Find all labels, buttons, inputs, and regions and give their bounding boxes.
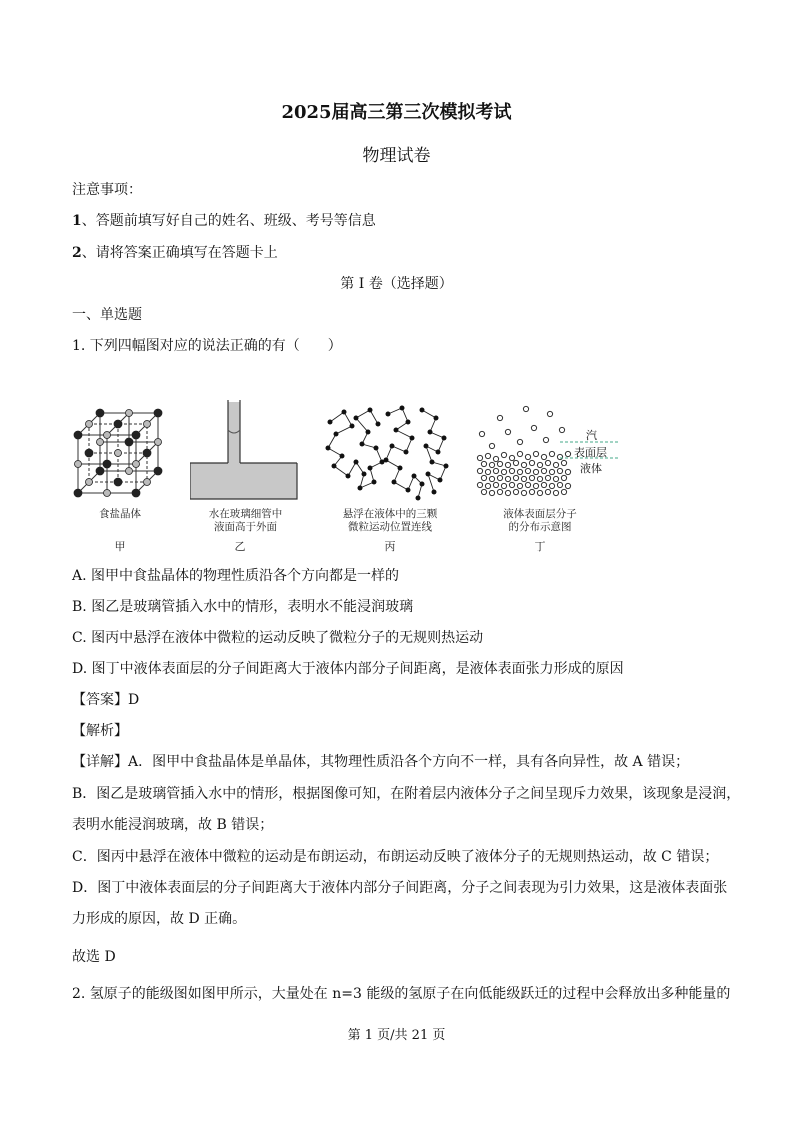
part-heading: 一、单选题 [72, 307, 142, 323]
figure-label-2: 乙 [234, 540, 246, 553]
q1-detail-line-4: C．图丙中悬浮在液体中微粒的运动是布朗运动，布朗运动反映了液体分子的无规则热运动，故 C 错误； [72, 849, 719, 865]
figure-caption-1 [70, 508, 170, 521]
notes-item-2-number: 2 [72, 245, 82, 261]
figure-caption-2-line-1: 水在玻璃细管中 [208, 508, 283, 520]
figure-caption-3-line-2: 微粒运动位置连线 [348, 521, 432, 533]
capillary-tube-figure [190, 400, 300, 502]
q1-answer: 【答案】D [72, 692, 140, 708]
salt-crystal-lattice-figure [72, 405, 164, 500]
brownian-motion-figure [322, 404, 452, 502]
volume-heading: 第 I 卷（选择题） [340, 276, 453, 292]
title-text: 届高三第三次模拟考试 [331, 102, 512, 123]
q1-conclusion: 故选 D [72, 949, 116, 965]
notes-item-1-text: 、答题前填写好自己的姓名、班级、考号等信息 [81, 213, 376, 229]
q1-detail-line-5: D．图丁中液体表面层的分子间距离大于液体内部分子间距离，分子之间表现为引力效果，这是液体表面张 [72, 880, 728, 896]
figure-caption-2 [188, 508, 303, 534]
notes-item-1 [72, 210, 376, 230]
figure-caption-4-line-2: 的分布示意图 [508, 521, 572, 533]
q1-option-b: B. 图乙是玻璃管插入水中的情形，表明水不能浸润玻璃 [72, 599, 414, 615]
exam-subtitle: 物理试卷 [362, 146, 431, 166]
q1-detail-line-1: 【详解】A．图甲中食盐晶体是单晶体，其物理性质沿各个方向不一样，具有各向异性，故 A 错误； [72, 754, 690, 770]
q1-detail-line-2: B．图乙是玻璃管插入水中的情形，根据图像可知，在附着层内液体分子之间呈现斥力效果，该现象是浸润， [72, 786, 741, 802]
notes-item-1-number: 1 [72, 213, 82, 229]
figure-caption-3-line-1: 悬浮在液体中的三颗 [342, 508, 438, 520]
figure-caption-2-line-2: 液面高于外面 [214, 521, 277, 533]
notes-item-2-text: 、请将答案正确填写在答题卡上 [81, 245, 278, 261]
figure-caption-4 [485, 508, 595, 534]
figure-caption-1-line-1: 食盐晶体 [99, 508, 141, 520]
notes-heading: 注意事项： [72, 182, 142, 198]
surface-layer-label: 表面层 [574, 446, 607, 459]
figure-label-4: 丁 [534, 540, 546, 553]
q1-detail-line-6: 力形成的原因，故 D 正确。 [72, 911, 247, 927]
vapor-label: 汽 [586, 429, 597, 442]
page-number: 第 1 页/共 21 页 [347, 1028, 446, 1043]
figure-label-1: 甲 [114, 540, 126, 553]
notes-item-2 [72, 242, 278, 262]
figure-caption-4-line-1: 液体表面层分子 [503, 508, 577, 520]
q2-stem: 2. 氢原子的能级图如图甲所示，大量处在 n=3 能级的氢原子在向低能级跃迁的过程中会释放出多种能量的 [72, 986, 731, 1002]
q1-option-d: D. 图丁中液体表面层的分子间距离大于液体内部分子间距离，是液体表面张力形成的原因 [72, 661, 624, 677]
q1-analysis-heading: 【解析】 [72, 723, 128, 739]
figure-label-3: 丙 [384, 540, 396, 553]
liquid-label: 液体 [580, 462, 602, 475]
liquid-surface-molecules-figure [474, 404, 574, 500]
title-year: 2025 [281, 102, 332, 123]
figure-caption-3 [325, 508, 455, 534]
exam-title [0, 98, 793, 124]
q1-option-c: C. 图丙中悬浮在液体中微粒的运动反映了微粒分子的无规则热运动 [72, 630, 484, 646]
q1-detail-line-3: 表明水能浸润玻璃，故 B 错误； [72, 817, 274, 833]
q1-option-a: A. 图甲中食盐晶体的物理性质沿各个方向都是一样的 [72, 568, 400, 584]
q1-stem: 1. 下列四幅图对应的说法正确的有（ ） [72, 338, 342, 354]
